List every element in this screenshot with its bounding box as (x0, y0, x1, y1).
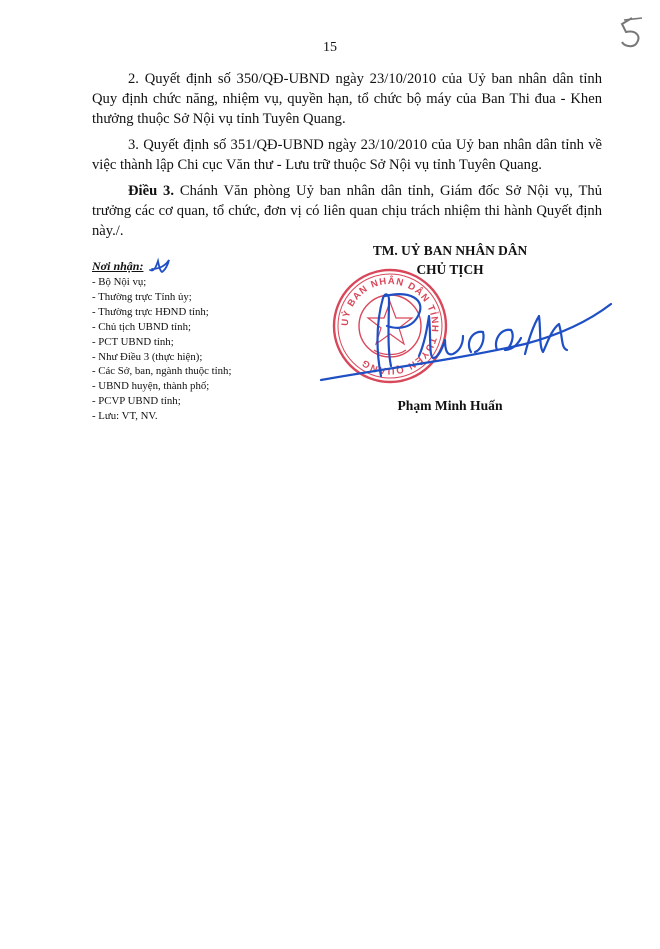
handwritten-page-mark (612, 14, 652, 52)
seal-text: UỶ BAN NHÂN DÂN TỈNH TUYÊN QUANG (339, 275, 441, 377)
recipient-item: - Bộ Nội vụ; (92, 276, 147, 288)
recipient-item: - Lưu: VT, NV. (92, 410, 158, 423)
recipients-block (92, 257, 322, 424)
recipient-item: - Thường trực HĐND tỉnh; (92, 305, 209, 318)
recipient-list (92, 275, 322, 424)
article-3-label: Điều 3. (128, 183, 174, 199)
recipient-item: - Như Điều 3 (thực hiện); (92, 350, 203, 363)
recipient-item: - UBND huyện, thành phố; (92, 380, 210, 393)
recipient-item: - PCVP UBND tỉnh; (92, 395, 181, 408)
recipient-item: - Các Sở, ban, ngành thuộc tỉnh; (92, 365, 232, 378)
signer-name: Phạm Minh Huấn (397, 398, 503, 413)
recipient-item: - Chủ tịch UBND tỉnh; (92, 320, 191, 333)
decision-item-2: 2. Quyết định số 350/QĐ-UBND ngày 23/10/2010 của Uỷ ban nhân dân tỉnh Quy định chức năng, nhiệm vụ, quyền hạn, tổ chức bộ máy của Ban Thi đua - Khen thưởng thuộc Sở Nội vụ tỉnh Tuyên Quang. (92, 71, 602, 127)
signer-title-line1: TM. UỶ BAN NHÂN DÂN (372, 243, 528, 258)
handwritten-signature (315, 286, 615, 386)
signer-title-line2: CHỦ TỊCH (416, 262, 484, 277)
handwritten-tick-icon (146, 257, 172, 275)
recipient-item: - Thường trực Tỉnh ủy; (92, 290, 192, 303)
page-number: 15 (323, 40, 337, 55)
article-3 (92, 181, 602, 241)
decision-item-3: 3. Quyết định số 351/QĐ-UBND ngày 23/10/2010 của Uỷ ban nhân dân tỉnh về việc thành lập Chi cục Văn thư - Lưu trữ thuộc Sở Nội vụ tỉnh Tuyên Quang. (92, 137, 602, 173)
recipients-heading: Nơi nhận: (92, 259, 144, 273)
article-3-text: Chánh Văn phòng Uỷ ban nhân dân tỉnh, Giám đốc Sở Nội vụ, Thủ trưởng các cơ quan, tổ chức, đơn vị có liên quan chịu trách nhiệm thi hành Quyết định này./. (92, 183, 603, 239)
document-body (92, 69, 602, 247)
recipient-item: - PCT UBND tỉnh; (92, 335, 174, 348)
